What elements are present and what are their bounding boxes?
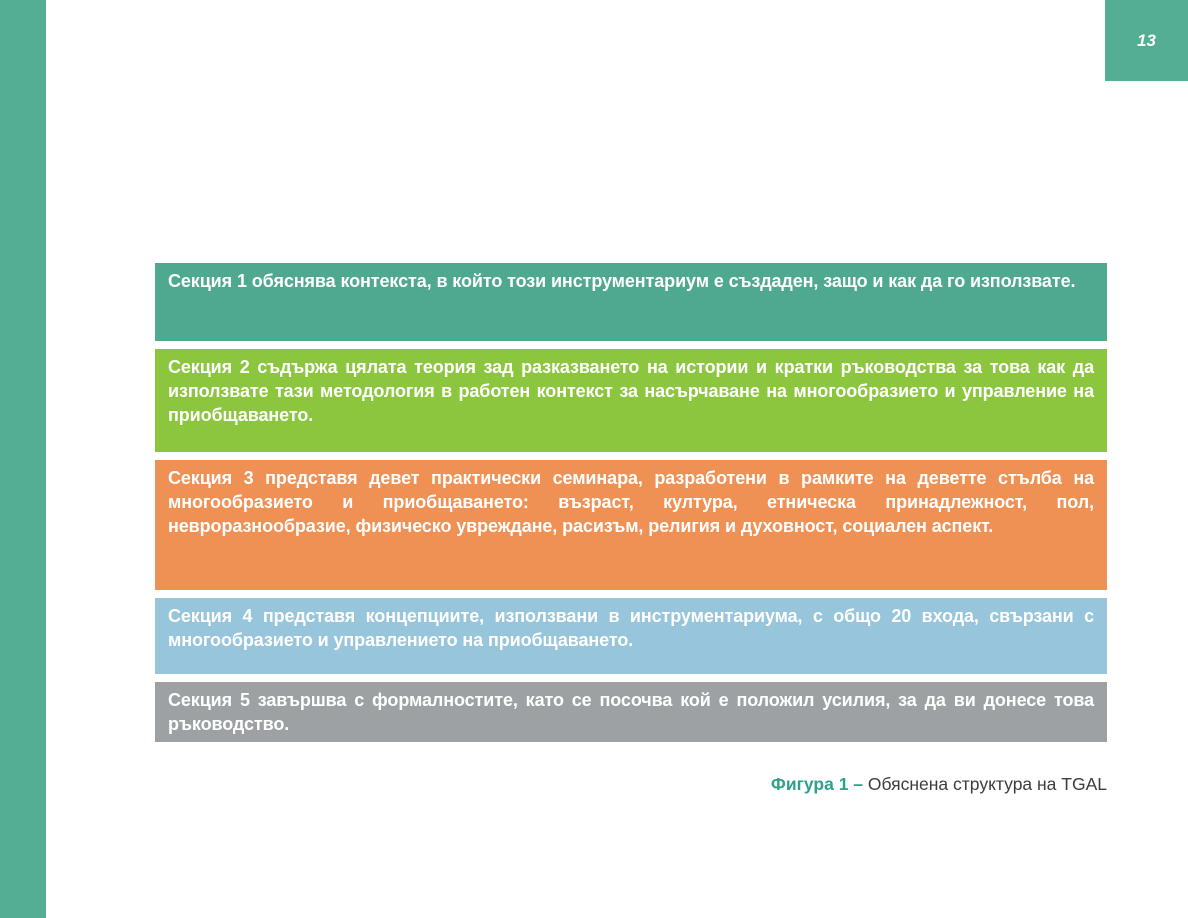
section-box-4: Секция 4 представя концепциите, използвани в инструментариума, с общо 20 входа, свързани с многообразието и управлението на приобщаването. [155,598,1107,674]
figure-caption-label: Фигура 1 – [770,774,868,794]
page-number-tab [1105,0,1188,81]
section-box-2: Секция 2 съдържа цялата теория зад разказването на истории и кратки ръководства за това как да използвате тази методология в работен контекст за насърчаване на многообразието и управление на приобщаването. [155,349,1107,452]
section-box-3: Секция 3 представя девет практически семинара, разработени в рамките на деветте стълба на многообразието и приобщаването: възраст, култура, етническа принадлежност, пол, невроразнообразие, физическо увреждане, расизъм, религия и духовност, социален аспект. [155,460,1107,590]
section-box-1: Секция 1 обяснява контекста, в който този инструментариум е създаден, защо и как да го използвате. [155,263,1107,341]
section-box-5: Секция 5 завършва с формалностите, като се посочва кой е положил усилия, за да ви донесе това ръководство. [155,682,1107,742]
sidebar-accent-bar [0,0,46,918]
page-number: 13 [1137,30,1156,50]
sections-figure [155,263,1107,795]
figure-caption [155,773,1107,795]
figure-caption-text: Обяснена структура на TGAL [867,774,1107,794]
